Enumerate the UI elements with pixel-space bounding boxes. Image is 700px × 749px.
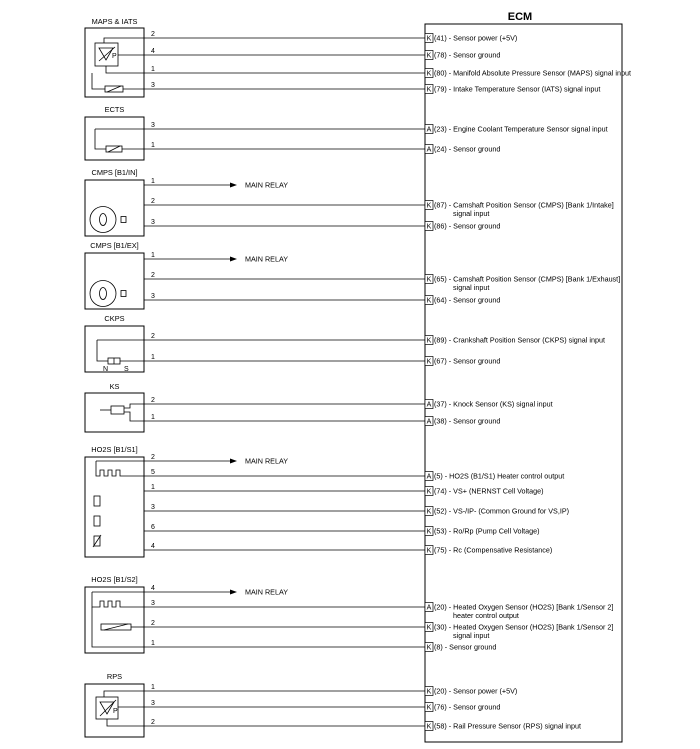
svg-text:P: P [113, 708, 118, 715]
connector-id: K [426, 337, 432, 345]
sensor-symbol [100, 404, 144, 421]
connector-id: K [426, 202, 432, 210]
sensor-name: KS [109, 382, 120, 391]
pin-number: 3 [151, 293, 155, 300]
ecm-pin-label: (78) - Sensor ground [434, 50, 501, 60]
pin-number: 1 [151, 66, 155, 73]
pin-number: 2 [151, 620, 155, 627]
ecm-pin-label-cont: signal input [453, 209, 490, 218]
sensor-name: CMPS [B1/IN] [91, 168, 138, 177]
sensor-name: CKPS [104, 314, 125, 323]
svg-text:P: P [112, 53, 117, 60]
connector-id: K [426, 624, 432, 632]
connector-id: A [426, 401, 432, 409]
sensor-block [85, 168, 614, 236]
pin-number: 3 [151, 219, 155, 226]
pin-number: 2 [151, 31, 155, 38]
sensor-box [85, 117, 144, 160]
pin-number: 2 [151, 333, 155, 340]
ecm-pin-label: (64) - Sensor ground [434, 295, 501, 305]
pin-number: 1 [151, 354, 155, 361]
connector-id: A [426, 126, 432, 134]
ecm-pin-label: (5) - HO2S (B1/S1) Heater control output [434, 471, 565, 481]
ecm-pin-label: (89) - Crankshaft Position Sensor (CKPS) signal input [434, 335, 605, 345]
pin-number: 5 [151, 469, 155, 476]
sensor-block [85, 382, 553, 432]
pin-number: 3 [151, 504, 155, 511]
sensor-symbol [90, 207, 126, 233]
relay-label: MAIN RELAY [245, 254, 289, 264]
sensor-box [85, 253, 144, 309]
pin-number: 2 [151, 198, 155, 205]
pin-number: 2 [151, 397, 155, 404]
connector-id: K [426, 723, 432, 731]
sensor-box [85, 326, 144, 372]
sensor-symbol [90, 281, 126, 307]
pin-number: 3 [151, 700, 155, 707]
ecm-pin-label: (67) - Sensor ground [434, 356, 501, 366]
relay-label: MAIN RELAY [245, 587, 289, 597]
arrow-right-icon [230, 590, 237, 595]
ecm-title: ECM [507, 11, 533, 23]
connector-id: K [426, 488, 432, 496]
sensor-box [85, 393, 144, 432]
ecm-pin-label: (53) - Ro/Rp (Pump Cell Voltage) [434, 526, 540, 536]
connector-id: K [426, 52, 432, 60]
sensor-symbol [95, 129, 144, 152]
ecm-pin-label: (79) - Intake Temperature Sensor (IATS) signal input [434, 84, 601, 94]
pin-number: 4 [151, 543, 155, 550]
ecm-pin-label: (65) - Camshaft Position Sensor (CMPS) [Bank 1/Exhaust] [434, 274, 621, 284]
connector-id: A [426, 418, 432, 426]
pin-number: 3 [151, 122, 155, 129]
connector-id: A [426, 604, 432, 612]
sensor-name: HO2S [B1/S2] [91, 575, 138, 584]
connector-id: K [426, 644, 432, 652]
sensor-name: RPS [106, 672, 123, 681]
pin-number: 1 [151, 414, 155, 421]
pin-number: 1 [151, 252, 155, 259]
pin-number: 3 [151, 600, 155, 607]
sensor-symbol [96, 691, 144, 726]
pin-number: 1 [151, 684, 155, 691]
ecm-pin-label: (75) - Rc (Compensative Resistance) [434, 545, 553, 555]
sensor-box [85, 180, 144, 236]
connector-id: K [426, 508, 432, 516]
pin-number: 2 [151, 719, 155, 726]
sensor-box [85, 587, 144, 653]
ecm-pin-label: (86) - Sensor ground [434, 221, 501, 231]
connector-id: K [426, 528, 432, 536]
relay-label: MAIN RELAY [245, 180, 289, 190]
ecm-pin-label: (24) - Sensor ground [434, 144, 501, 154]
sensor-block [85, 105, 608, 160]
connector-id: K [426, 297, 432, 305]
pin-number: 3 [151, 82, 155, 89]
ecm-pin-label: (23) - Engine Coolant Temperature Sensor signal input [434, 124, 608, 134]
connector-id: K [426, 358, 432, 366]
ecm-pin-label: (80) - Manifold Absolute Pressure Sensor (MAPS) signal input [434, 68, 631, 78]
sensor-name: CMPS [B1/EX] [90, 241, 139, 250]
ecm-pin-label: (87) - Camshaft Position Sensor (CMPS) [Bank 1/Intake] [434, 200, 614, 210]
connector-id: A [426, 473, 432, 481]
sensor-name: MAPS & IATS [91, 17, 138, 26]
ecm-pin-label: (58) - Rail Pressure Sensor (RPS) signal input [434, 721, 581, 731]
ecm-pin-label-cont: signal input [453, 283, 490, 292]
sensor-name: HO2S [B1/S1] [91, 445, 138, 454]
connector-id: K [426, 223, 432, 231]
ecm-pin-label: (37) - Knock Sensor (KS) signal input [434, 399, 553, 409]
connector-id: K [426, 547, 432, 555]
connector-id: K [426, 86, 432, 94]
sensor-block [85, 314, 605, 373]
ecm-pin-label: (52) - VS-/IP- (Common Ground for VS,IP) [434, 506, 570, 516]
pin-number: 6 [151, 524, 155, 531]
connector-id: A [426, 146, 432, 154]
pin-number: 2 [151, 272, 155, 279]
sensor-name: ECTS [104, 105, 125, 114]
sensor-symbol [97, 340, 144, 373]
arrow-right-icon [230, 459, 237, 464]
ecm-pin-label: (30) - Heated Oxygen Sensor (HO2S) [Bank 1/Sensor 2] [434, 622, 614, 632]
sensor-symbol [93, 461, 144, 547]
ecm-pin-label: (41) - Sensor power (+5V) [434, 33, 518, 43]
pin-number: 1 [151, 484, 155, 491]
sensor-symbol [92, 38, 144, 92]
ecm-pin-label: (74) - VS+ (NERNST Cell Voltage) [434, 486, 544, 496]
pole-mark: S [124, 366, 129, 373]
pin-number: 4 [151, 585, 155, 592]
ecm-pin-label-cont: heater control output [453, 611, 519, 620]
ecm-pin-label-cont: signal input [453, 631, 490, 640]
sensor-block [85, 575, 613, 653]
connector-id: K [426, 70, 432, 78]
arrow-right-icon [230, 183, 237, 188]
ecm-pin-label: (38) - Sensor ground [434, 416, 501, 426]
pin-number: 1 [151, 178, 155, 185]
sensor-block [85, 672, 581, 737]
sensor-block [85, 17, 631, 97]
pole-mark: N [103, 366, 109, 373]
connector-id: K [426, 688, 432, 696]
ecm-pin-label: (76) - Sensor ground [434, 702, 501, 712]
pin-number: 1 [151, 640, 155, 647]
arrow-right-icon [230, 257, 237, 262]
sensor-block [85, 241, 620, 309]
ecm-pin-label: (20) - Heated Oxygen Sensor (HO2S) [Bank 1/Sensor 2] [434, 602, 614, 612]
relay-label: MAIN RELAY [245, 456, 289, 466]
sensor-symbol [92, 592, 144, 647]
connector-id: K [426, 276, 432, 284]
connector-id: K [426, 704, 432, 712]
sensor-block [85, 445, 569, 557]
pin-number: 4 [151, 48, 155, 55]
connector-id: K [426, 35, 432, 43]
ecm-pin-label: (8) - Sensor ground [434, 642, 497, 652]
ecm-pin-label: (20) - Sensor power (+5V) [434, 686, 518, 696]
pin-number: 1 [151, 142, 155, 149]
pin-number: 2 [151, 454, 155, 461]
